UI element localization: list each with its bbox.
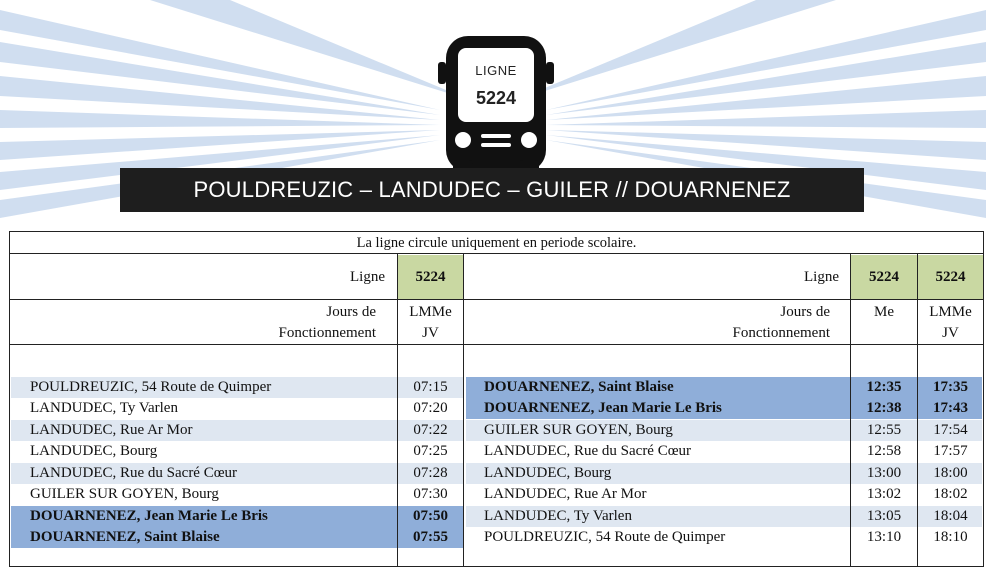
- left-stop: LANDUDEC, Rue du Sacré Cœur: [30, 465, 238, 481]
- left-time: 07:15: [413, 379, 448, 395]
- right-stop: LANDUDEC, Ty Varlen: [484, 508, 632, 524]
- right-time-me: 12:35: [866, 379, 902, 395]
- left-jours-label: Jours de: [326, 304, 376, 320]
- left-days-2: JV: [422, 325, 439, 341]
- right-days-me: Me: [874, 304, 894, 320]
- right-time-lmmejv: 18:00: [933, 465, 968, 481]
- left-stop: DOUARNENEZ, Saint Blaise: [30, 529, 220, 545]
- right-stop: LANDUDEC, Rue du Sacré Cœur: [484, 443, 692, 459]
- right-time-me: 12:58: [866, 443, 902, 459]
- left-time: 07:25: [413, 443, 448, 459]
- left-stop: LANDUDEC, Ty Varlen: [30, 400, 178, 416]
- left-ligne-label: Ligne: [350, 269, 385, 285]
- right-jours-label: Jours de: [780, 304, 830, 320]
- right-time-me: 12:55: [866, 422, 902, 438]
- left-stop: GUILER SUR GOYEN, Bourg: [30, 486, 219, 502]
- left-time: 07:20: [413, 400, 448, 416]
- right-time-me: 13:05: [866, 508, 902, 524]
- right-stop: DOUARNENEZ, Saint Blaise: [484, 379, 674, 395]
- right-line-number-me: 5224: [851, 255, 917, 299]
- right-stop: LANDUDEC, Rue Ar Mor: [484, 486, 647, 502]
- right-line-number-lmmejv: 5224: [918, 255, 983, 299]
- left-time: 07:50: [413, 508, 448, 524]
- left-stop: LANDUDEC, Bourg: [30, 443, 158, 459]
- right-time-me: 13:00: [866, 465, 902, 481]
- right-time-lmmejv: 17:57: [933, 443, 968, 459]
- bus-ligne-label: LIGNE: [475, 63, 517, 78]
- right-stop: GUILER SUR GOYEN, Bourg: [484, 422, 673, 438]
- bus-line-number: 5224: [475, 88, 517, 108]
- right-fonctionnement-label: Fonctionnement: [732, 325, 830, 341]
- left-time: 07:28: [413, 465, 448, 481]
- left-time: 07:30: [413, 486, 448, 502]
- left-stop: DOUARNENEZ, Jean Marie Le Bris: [30, 508, 268, 524]
- right-time-lmmejv: 17:43: [933, 400, 968, 416]
- left-line-number: 5224: [398, 255, 463, 299]
- right-stop: POULDREUZIC, 54 Route de Quimper: [484, 529, 726, 545]
- right-stop: LANDUDEC, Bourg: [484, 465, 612, 481]
- left-stop: LANDUDEC, Rue Ar Mor: [30, 422, 193, 438]
- left-time: 07:22: [413, 422, 448, 438]
- route-title: POULDREUZIC – LANDUDEC – GUILER // DOUARNENEZ: [120, 168, 864, 212]
- right-time-lmmejv: 18:02: [933, 486, 968, 502]
- right-days-lmmejv-1: LMMe: [929, 304, 972, 320]
- school-period-notice: La ligne circule uniquement en periode scolaire.: [10, 232, 983, 254]
- right-time-me: 13:02: [866, 486, 902, 502]
- right-ligne-label: Ligne: [804, 269, 839, 285]
- left-time: 07:55: [413, 529, 448, 545]
- right-days-lmmejv-2: JV: [942, 325, 959, 341]
- right-time-me: 12:38: [866, 400, 902, 416]
- right-time-lmmejv: 17:35: [933, 379, 968, 395]
- right-time-lmmejv: 17:54: [933, 422, 968, 438]
- right-stop: DOUARNENEZ, Jean Marie Le Bris: [484, 400, 722, 416]
- left-fonctionnement-label: Fonctionnement: [278, 325, 376, 341]
- right-time-me: 13:10: [866, 529, 902, 545]
- right-time-lmmejv: 18:10: [933, 529, 968, 545]
- timetable: [9, 231, 984, 567]
- right-time-lmmejv: 18:04: [933, 508, 968, 524]
- left-days-1: LMMe: [409, 304, 452, 320]
- left-stop: POULDREUZIC, 54 Route de Quimper: [30, 379, 272, 395]
- header: [0, 0, 986, 228]
